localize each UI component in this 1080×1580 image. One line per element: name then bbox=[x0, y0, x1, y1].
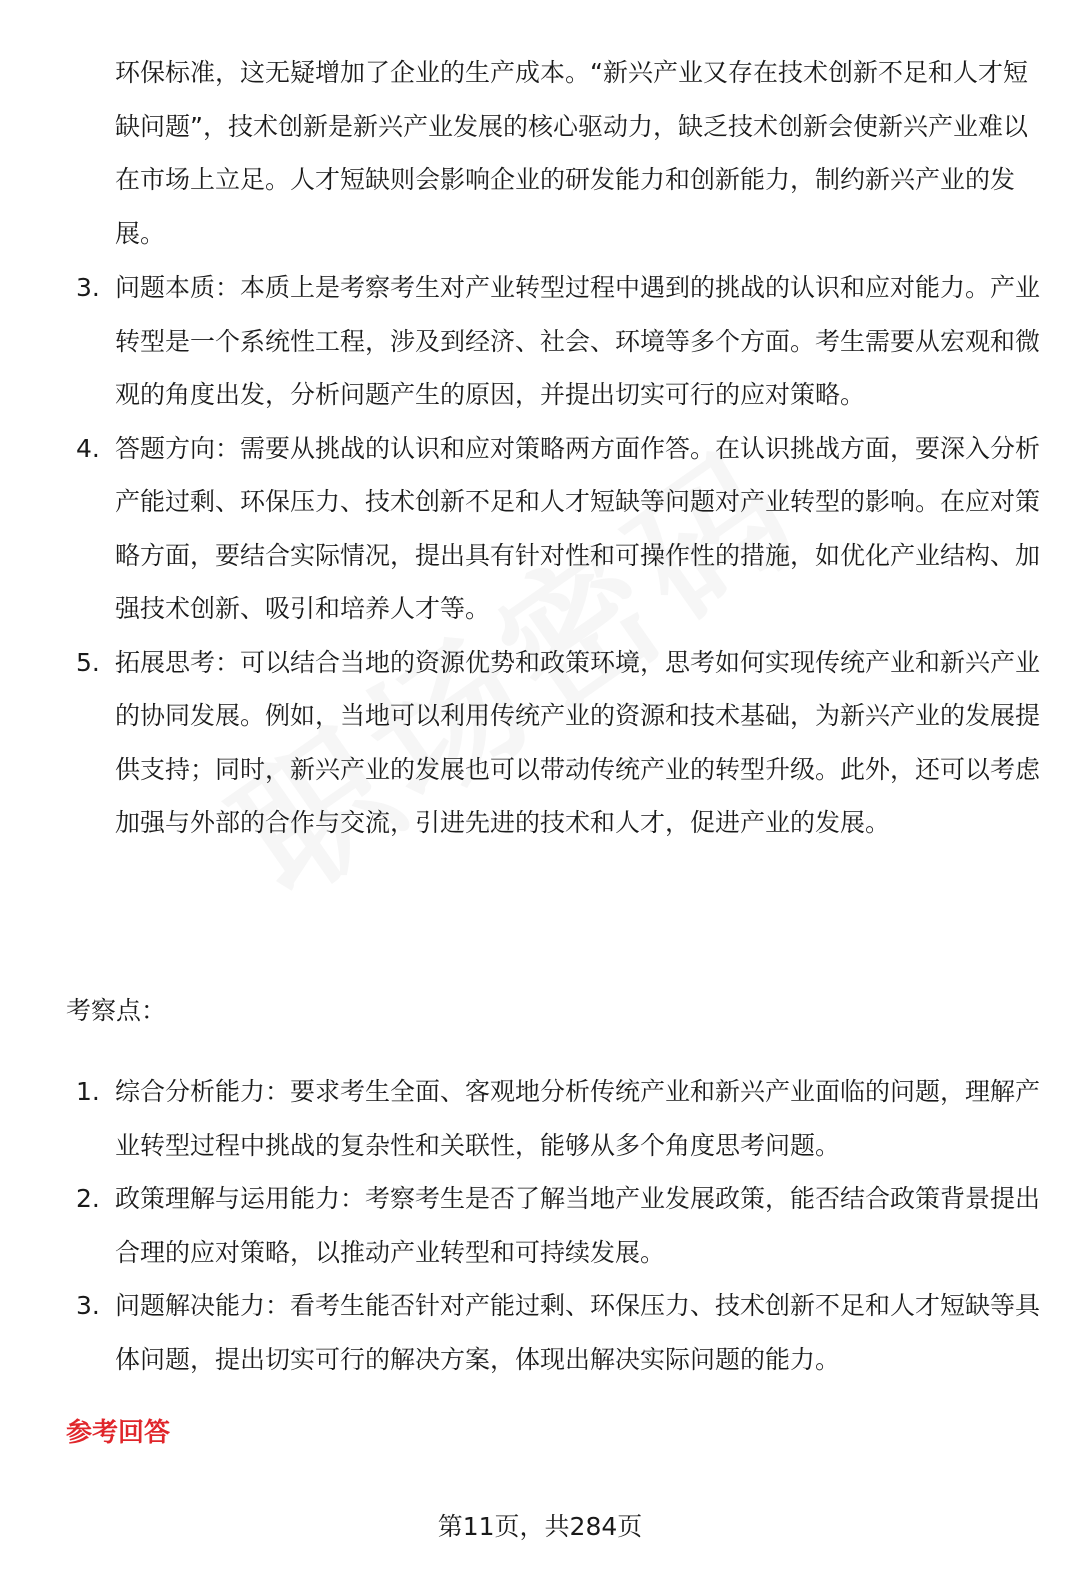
list-item bbox=[0, 1065, 1080, 1172]
reference-answer-heading: 参考回答 bbox=[66, 1418, 171, 1448]
list-item bbox=[0, 636, 1080, 850]
list-number: 2. bbox=[76, 1184, 100, 1213]
list-number: 3. bbox=[76, 1291, 100, 1320]
list-item bbox=[0, 261, 1080, 422]
list-item bbox=[0, 422, 1080, 636]
list-text: 问题本质：本质上是考察考生对产业转型过程中遇到的挑战的认识和应对能力。产业转型是一个系统性工程，涉及到经济、社会、环境等多个方面。考生需要从宏观和微观的角度出发，分析问题产生的原因，并提出切实可行的应对策略。 bbox=[115, 273, 1041, 409]
list-number: 4. bbox=[76, 433, 100, 463]
list-text: 政策理解与运用能力：考察考生是否了解当地产业发展政策，能否结合政策背景提出合理的应对策略，以推动产业转型和可持续发展。 bbox=[115, 1184, 1041, 1267]
intro-paragraph: 环保标准，这无疑增加了企业的生产成本。“新兴产业又存在技术创新不足和人才短缺问题”，技术创新是新兴产业发展的核心驱动力，缺乏技术创新会使新兴产业难以在市场上立足。人才短缺则会影响企业的研发能力和创新能力，制约新兴产业的发展。 bbox=[115, 58, 1028, 248]
list-number: 1. bbox=[76, 1077, 100, 1106]
list-item bbox=[0, 1279, 1080, 1386]
assessment-list bbox=[0, 1065, 1080, 1386]
list-number: 5. bbox=[76, 647, 100, 677]
list-item bbox=[0, 1172, 1080, 1279]
page-footer: 第11页，共284页 bbox=[437, 1512, 643, 1541]
list-text: 问题解决能力：看考生能否针对产能过剩、环保压力、技术创新不足和人才短缺等具体问题，提出切实可行的解决方案，体现出解决实际问题的能力。 bbox=[115, 1291, 1041, 1374]
list-text: 拓展思考：可以结合当地的资源优势和政策环境，思考如何实现传统产业和新兴产业的协同发展。例如，当地可以利用传统产业的资源和技术基础，为新兴产业的发展提供支持；同时，新兴产业的发展也可以带动传统产业的转型升级。此外，还可以考虑加强与外部的合作与交流，引进先进的技术和人才，促进产业的发展。 bbox=[115, 647, 1041, 837]
list-text: 综合分析能力：要求考生全面、客观地分析传统产业和新兴产业面临的问题，理解产业转型过程中挑战的复杂性和关联性，能够从多个角度思考问题。 bbox=[115, 1077, 1041, 1160]
analysis-list bbox=[0, 261, 1080, 850]
list-number: 3. bbox=[76, 273, 100, 302]
list-text: 答题方向：需要从挑战的认识和应对策略两方面作答。在认识挑战方面，要深入分析产能过剩、环保压力、技术创新不足和人才短缺等问题对产业转型的影响。在应对策略方面，要结合实际情况，提出具有针对性和可操作性的措施，如优化产业结构、加强技术创新、吸引和培养人才等。 bbox=[115, 433, 1041, 623]
assessment-heading: 考察点： bbox=[66, 996, 167, 1025]
